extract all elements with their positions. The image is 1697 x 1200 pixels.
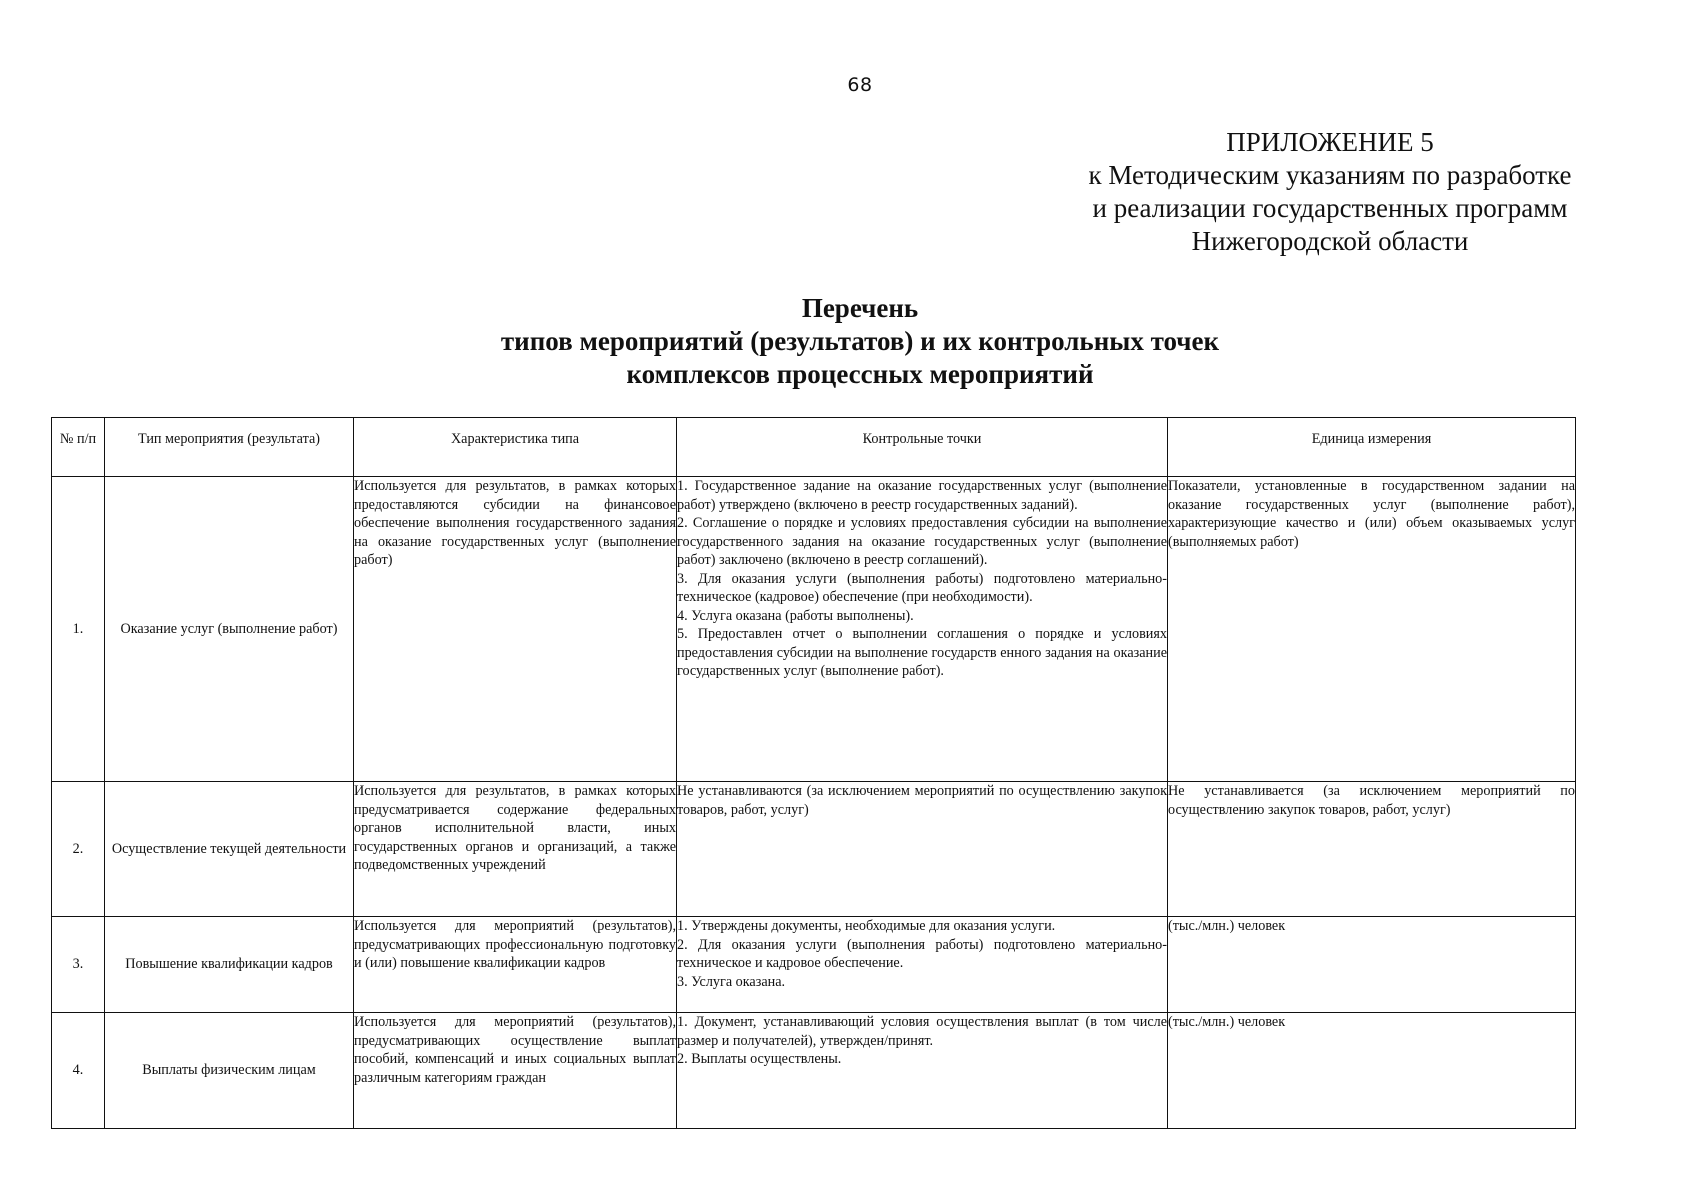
control-point: 3. Для оказания услуги (выполнения работы) подготовлено материально-техническое (кадровое) обеспечение (при необходимости). bbox=[677, 570, 1167, 605]
header-unit: Единица измерения bbox=[1168, 418, 1576, 477]
row-type: Выплаты физическим лицам bbox=[105, 1013, 354, 1129]
table-header-row bbox=[52, 418, 1576, 477]
row-type: Повышение квалификации кадров bbox=[105, 917, 354, 1013]
control-point: 4. Услуга оказана (работы выполнены). bbox=[677, 607, 914, 624]
control-point: 2. Соглашение о порядке и условиях предоставления субсидии на выполнение государственного задания на оказание государственных услуг (выполнение работ) заключено (включено в реестр соглашений). bbox=[677, 515, 1167, 568]
row-number: 3. bbox=[52, 917, 105, 1013]
row-unit: (тыс./млн.) человек bbox=[1168, 1013, 1576, 1129]
table-row bbox=[52, 917, 1576, 1013]
control-point: 1. Утверждены документы, необходимые для оказания услуги. bbox=[677, 918, 1056, 934]
control-point: 1. Документ, устанавливающий условия осуществления выплат (в том числе размер и получателей), утвержден/принят. bbox=[677, 1014, 1167, 1049]
control-point: 2. Выплаты осуществлены. bbox=[677, 1051, 842, 1067]
row-characteristic: Используется для результатов, в рамках которых предусматривается содержание федеральных органов исполнительной власти, иных государственных органов и организаций, а также подведомственных учреждений bbox=[354, 782, 677, 917]
control-point: 2. Для оказания услуги (выполнения работы) подготовлено материально-техническое и кадровое обеспечение. bbox=[677, 936, 1167, 971]
header-type: Тип мероприятия (результата) bbox=[105, 418, 354, 477]
activity-types-table bbox=[51, 417, 1576, 1129]
row-control-points bbox=[677, 477, 1168, 782]
row-number: 1. bbox=[52, 477, 105, 782]
row-unit: Не устанавливается (за исключением мероприятий по осуществлению закупок товаров, работ, услуг) bbox=[1168, 782, 1576, 917]
document-title-line-1: Перечень bbox=[801, 293, 919, 323]
row-control-points bbox=[677, 917, 1168, 1013]
control-point: Не устанавливаются (за исключением мероприятий по осуществлению закупок товаров, работ, услуг) bbox=[677, 783, 1167, 818]
page-number: 68 bbox=[847, 74, 873, 96]
row-unit: Показатели, установленные в государственном задании на оказание государственных услуг (выполнение работ), характеризующие качество и (или) объем оказываемых услуг (выполняемых работ) bbox=[1168, 477, 1576, 782]
control-point: 5. Предоставлен отчет о выполнении соглашения о порядке и условиях предоставления субсидии на выполнение государств енного задания на оказание государственных услуг (выполнение работ). bbox=[677, 626, 1167, 679]
header-number: № п/п bbox=[52, 418, 105, 477]
row-number: 2. bbox=[52, 782, 105, 917]
row-characteristic: Используется для мероприятий (результатов), предусматривающих профессиональную подготовку и (или) повышение квалификации кадров bbox=[354, 917, 677, 1013]
document-title-line-3: комплексов процессных мероприятий bbox=[626, 359, 1094, 389]
table-row bbox=[52, 477, 1576, 782]
table-row bbox=[52, 782, 1576, 917]
row-type: Осуществление текущей деятельности bbox=[105, 782, 354, 917]
row-unit: (тыс./млн.) человек bbox=[1168, 917, 1576, 1013]
appendix-title: ПРИЛОЖЕНИЕ 5 bbox=[1226, 127, 1434, 157]
control-point: 3. Услуга оказана. bbox=[677, 973, 786, 990]
row-control-points bbox=[677, 782, 1168, 917]
appendix-line-1: к Методическим указаниям по разработке bbox=[1088, 160, 1572, 190]
row-control-points bbox=[677, 1013, 1168, 1129]
row-characteristic: Используется для результатов, в рамках которых предоставляются субсидии на финансовое обеспечение выполнения государственного задания на оказание государственных услуг (выполнение работ) bbox=[354, 477, 677, 782]
header-control-points: Контрольные точки bbox=[677, 418, 1168, 477]
appendix-line-3: Нижегородской области bbox=[1191, 226, 1469, 256]
row-type: Оказание услуг (выполнение работ) bbox=[105, 477, 354, 782]
control-point: 1. Государственное задание на оказание государственных услуг (выполнение работ) утверждено (включено в реестр государственных заданий). bbox=[677, 478, 1167, 513]
document-title bbox=[0, 292, 1697, 391]
document-title-line-2: типов мероприятий (результатов) и их контрольных точек bbox=[500, 326, 1220, 356]
header-characteristic: Характеристика типа bbox=[354, 418, 677, 477]
row-number: 4. bbox=[52, 1013, 105, 1129]
row-characteristic: Используется для мероприятий (результатов), предусматривающих осуществление выплат пособий, компенсаций и иных социальных выплат различным категориям граждан bbox=[354, 1013, 677, 1129]
appendix-header bbox=[1050, 126, 1610, 258]
table-row bbox=[52, 1013, 1576, 1129]
appendix-line-2: и реализации государственных программ bbox=[1092, 193, 1568, 223]
